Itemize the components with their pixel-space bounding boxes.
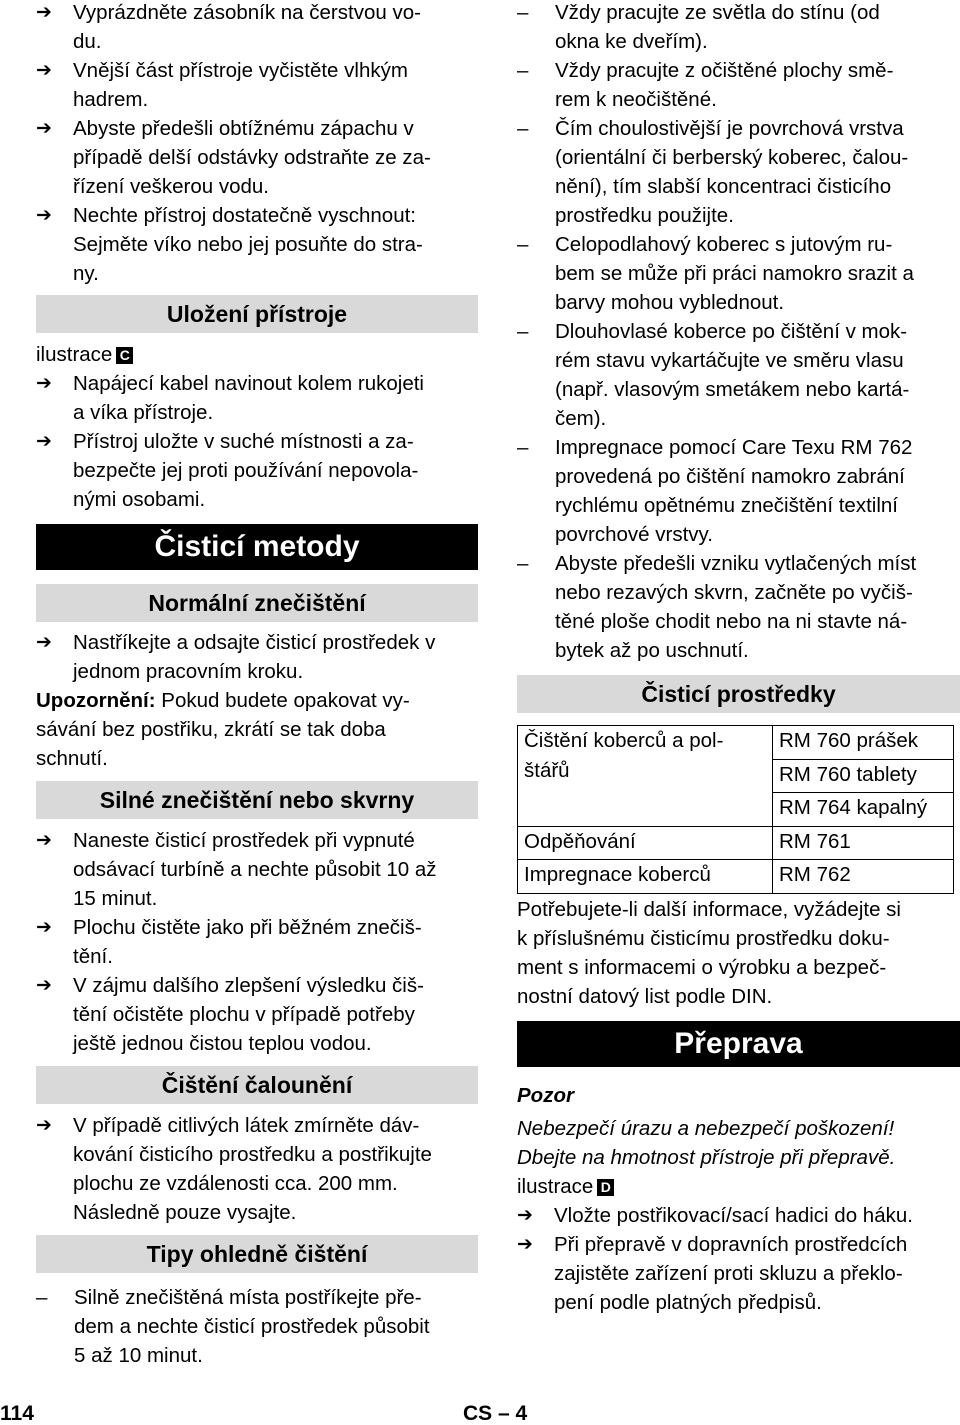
left-column [36, 0, 478, 1370]
list-item [517, 317, 960, 433]
table-cell-value: RM 761 [773, 826, 954, 860]
language-label: CS [463, 1402, 493, 1425]
list-item [517, 1230, 960, 1317]
dash-bullet: – [517, 59, 529, 82]
list-item [517, 230, 960, 317]
arrow-icon: ➔ [36, 118, 52, 139]
list-item [517, 114, 960, 230]
storage-illustration-ref [36, 340, 478, 369]
table-row [518, 726, 954, 760]
list-item [36, 1283, 478, 1370]
arrow-icon: ➔ [36, 1115, 52, 1136]
arrow-icon: ➔ [36, 917, 52, 938]
list-item-text: Nechte přístroj dostatečně vyschnout: Sejměte víko nebo jej posuňte do stra- ny. [73, 204, 423, 285]
illustration-letter: D [597, 1179, 614, 1196]
dash-bullet: – [517, 320, 529, 343]
list-item [36, 369, 478, 427]
arrow-icon: ➔ [36, 830, 52, 851]
heavy-soiling-heading: Silné znečištění nebo skvrny [36, 781, 478, 819]
tips-heading: Tipy ohledně čištění [36, 1235, 478, 1273]
list-item-text: Vložte postřikovací/sací hadici do háku. [554, 1203, 913, 1227]
arrow-icon: ➔ [517, 1204, 533, 1226]
list-item [36, 971, 478, 1058]
dash-bullet: – [36, 1286, 48, 1309]
arrow-icon: ➔ [36, 373, 52, 394]
arrow-icon: ➔ [36, 2, 52, 23]
list-item [517, 0, 960, 56]
list-item [36, 201, 478, 288]
agents-note: Potřebujete-li další informace, vyžádejte si k příslušnému čisticímu prostředku doku- ment s informacemi o výrobku a bezpeč- nostní datový list podle DIN. [517, 897, 901, 1008]
list-item-text: Abyste předešli vzniku vytlačených míst nebo rezavých skvrn, začněte po vyčiš- těné ploše chodit nebo na ni stavte ná- bytek až po uschnutí. [555, 552, 917, 662]
dash-bullet: – [517, 436, 529, 459]
list-item [36, 826, 478, 913]
list-item [36, 913, 478, 971]
table-row [518, 860, 954, 894]
cleaning-agents-heading: Čisticí prostředky [517, 675, 960, 713]
arrow-icon: ➔ [517, 1233, 533, 1255]
list-item [36, 56, 478, 114]
table-cell-value: RM 762 [773, 860, 954, 894]
arrow-icon: ➔ [36, 975, 52, 996]
right-column [517, 0, 960, 1317]
list-item-text: Napájecí kabel navinout kolem rukojeti a víka přístroje. [73, 372, 424, 424]
list-item-text: Celopodlahový koberec s jutovým ru- bem se může při práci namokro srazit a barvy mohou vyblednout. [555, 233, 914, 314]
list-item-text: Silně znečištěná místa postříkejte pře- dem a nechte čisticí prostředek působit 5 až 10 minut. [74, 1286, 430, 1367]
list-item-text: Naneste čisticí prostředek při vypnuté odsávací turbíně a nechte působit 10 až 15 minut. [73, 829, 437, 910]
arrow-icon: ➔ [36, 60, 52, 81]
arrow-icon: ➔ [36, 205, 52, 226]
table-cell-value: RM 760 prášek [773, 726, 954, 760]
cleaning-agents-table [517, 725, 954, 894]
dash-bullet: – [517, 117, 529, 140]
footer-section [463, 1400, 527, 1425]
transport-heading: Přeprava [517, 1021, 960, 1067]
list-item-text: V zájmu dalšího zlepšení výsledku čiš- tění očistěte plochu v případě potřeby ještě jednou čistou teplou vodou. [73, 974, 424, 1055]
table-cell-label: Odpěňování [518, 826, 773, 860]
list-item [36, 628, 478, 686]
note-paragraph [36, 686, 478, 773]
storage-heading: Uložení přístroje [36, 295, 478, 333]
list-item-text: Vždy pracujte ze světla do stínu (od okna ke dveřím). [555, 1, 880, 53]
list-item [36, 114, 478, 201]
list-item-text: Při přepravě v dopravních prostředcích zajistěte zařízení proti skluzu a překlo- pení podle platných předpisů. [554, 1232, 908, 1314]
list-item-text: Nastříkejte a odsajte čisticí prostředek v jednom pracovním kroku. [73, 631, 436, 683]
list-item [517, 1201, 960, 1230]
list-item-text: V případě citlivých látek zmírněte dáv- kování čisticího prostředku a postřikujte plochu ze vzdálenosti cca. 200 mm. Následně pouze vysajte. [73, 1114, 432, 1224]
intro-list [36, 0, 478, 288]
normal-soiling-heading: Normální znečištění [36, 584, 478, 622]
list-item-text: Vždy pracujte z očištěné plochy smě- rem k neočištěné. [555, 59, 894, 111]
caution-title: Pozor [517, 1083, 574, 1107]
upholstery-heading: Čištění čalounění [36, 1066, 478, 1104]
table-cell-value: RM 760 tablety [773, 759, 954, 793]
tips-continued-list [517, 0, 960, 665]
illustration-label: ilustrace [36, 343, 113, 366]
illustration-label: ilustrace [517, 1174, 594, 1198]
list-item-text: Čím choulostivější je povrchová vrstva (orientální či berberský koberec, čalou- nění), tím slabší koncentraci čisticího prostředku použijte. [555, 117, 909, 227]
list-item-text: Plochu čistěte jako při běžném znečiš- tění. [73, 916, 422, 968]
table-row [518, 826, 954, 860]
methods-heading: Čisticí metody [36, 524, 478, 570]
arrow-icon: ➔ [36, 632, 52, 653]
list-item [36, 427, 478, 514]
caution-text: Nebezpečí úrazu a nebezpečí poškození! Dbejte na hmotnost přístroje při přepravě. [517, 1116, 896, 1169]
list-item-text: Vyprázdněte zásobník na čerstvou vo- du. [73, 1, 421, 53]
dash-bullet: – [517, 233, 529, 256]
table-cell-label: Impregnace koberců [518, 860, 773, 894]
illustration-letter: C [116, 347, 133, 364]
list-item-text: Dlouhovlasé koberce po čištění v mok- rém stavu vykartáčujte ve směru vlasu (např. vlasovým smetákem nebo kartá- čem). [555, 320, 910, 430]
page-number: 114 [0, 1402, 34, 1425]
list-item-text: Impregnace pomocí Care Texu RM 762 provedená po čištění namokro zabrání rychlému opětnému znečištění textilní povrchové vrstvy. [555, 436, 913, 546]
list-item [36, 1111, 478, 1227]
dash-bullet: – [517, 1, 529, 24]
section-number: – 4 [498, 1402, 528, 1425]
list-item [517, 56, 960, 114]
list-item-text: Vnější část přístroje vyčistěte vlhkým hadrem. [73, 59, 408, 111]
transport-illustration-ref [517, 1172, 960, 1201]
note-text: Pokud budete opakovat vy- sávání bez postřiku, zkrátí se tak doba schnutí. [36, 689, 410, 770]
list-item [517, 549, 960, 665]
note-label: Upozornění: [36, 689, 156, 712]
list-item-text: Abyste předešli obtížnému zápachu v případě delší odstávky odstraňte ze za- řízení veškerou vodu. [73, 117, 431, 198]
dash-bullet: – [517, 552, 529, 575]
list-item [517, 433, 960, 549]
table-cell-value: RM 764 kapalný [773, 793, 954, 827]
arrow-icon: ➔ [36, 431, 52, 452]
table-cell-label: Čištění koberců a pol- štářů [518, 726, 773, 827]
list-item-text: Přístroj uložte v suché místnosti a za- bezpečte jej proti používání nepovola- nými osobami. [73, 430, 419, 511]
list-item [36, 0, 478, 56]
